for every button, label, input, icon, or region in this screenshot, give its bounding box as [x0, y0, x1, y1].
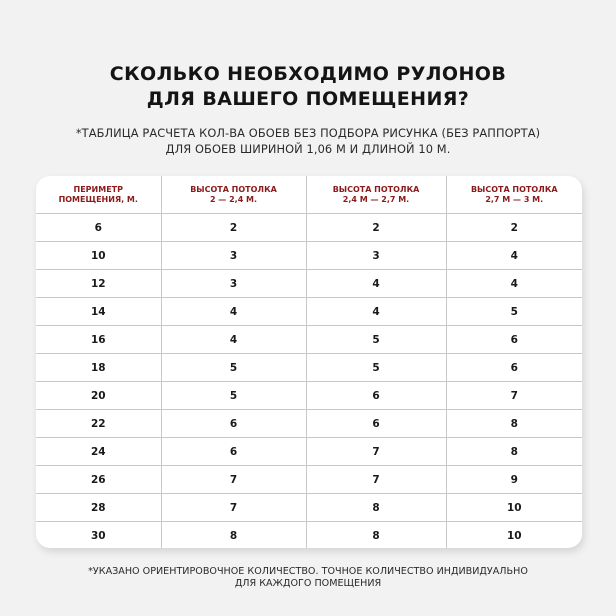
cell-perimeter: 22 — [36, 410, 161, 438]
header-height-2-4-2-7-line-1: ВЫСОТА ПОТОЛКА — [332, 184, 420, 194]
cell-rolls-high: 2 — [446, 214, 582, 242]
cell-rolls-low: 3 — [161, 242, 306, 270]
cell-rolls-high: 9 — [446, 466, 582, 494]
cell-rolls-high: 6 — [446, 326, 582, 354]
cell-perimeter: 28 — [36, 494, 161, 522]
cell-perimeter: 12 — [36, 270, 161, 298]
cell-rolls-mid: 8 — [306, 494, 446, 522]
cell-perimeter: 16 — [36, 326, 161, 354]
table-row — [36, 410, 582, 438]
header-height-2-7-3 — [446, 176, 582, 214]
rolls-table — [36, 176, 582, 548]
cell-rolls-low: 3 — [161, 270, 306, 298]
cell-rolls-mid: 7 — [306, 466, 446, 494]
header-height-2-2-4 — [161, 176, 306, 214]
cell-rolls-mid: 8 — [306, 522, 446, 549]
footnote-line-1: *УКАЗАНО ОРИЕНТИРОВОЧНОЕ КОЛИЧЕСТВО. ТОЧНОЕ КОЛИЧЕСТВО ИНДИВИДУАЛЬНО — [88, 566, 528, 577]
header-height-2-2-4-line-2: 2 — 2,4 М. — [209, 194, 258, 204]
table-row — [36, 522, 582, 549]
cell-rolls-low: 8 — [161, 522, 306, 549]
table-row — [36, 466, 582, 494]
footnote — [0, 566, 616, 590]
cell-rolls-high: 4 — [446, 242, 582, 270]
cell-rolls-low: 5 — [161, 382, 306, 410]
table-row — [36, 298, 582, 326]
header-perimeter — [36, 176, 161, 214]
table-row — [36, 354, 582, 382]
table-row — [36, 270, 582, 298]
header-height-2-4-2-7 — [306, 176, 446, 214]
cell-rolls-mid: 4 — [306, 270, 446, 298]
cell-perimeter: 26 — [36, 466, 161, 494]
footnote-line-2: ДЛЯ КАЖДОГО ПОМЕЩЕНИЯ — [234, 578, 382, 589]
subtitle-line-2: ДЛЯ ОБОЕВ ШИРИНОЙ 1,06 М И ДЛИНОЙ 10 М. — [165, 142, 451, 156]
cell-rolls-mid: 5 — [306, 326, 446, 354]
cell-rolls-high: 8 — [446, 438, 582, 466]
cell-rolls-high: 10 — [506, 529, 522, 542]
table-row — [36, 438, 582, 466]
table-row — [36, 382, 582, 410]
subtitle-line-1: *ТАБЛИЦА РАСЧЕТА КОЛ-ВА ОБОЕВ БЕЗ ПОДБОРА РИСУНКА (БЕЗ РАППОРТА) — [75, 126, 541, 140]
cell-perimeter: 24 — [36, 438, 161, 466]
cell-rolls-high: 8 — [446, 410, 582, 438]
page-title — [0, 62, 616, 112]
cell-perimeter: 18 — [36, 354, 161, 382]
cell-rolls-low: 4 — [161, 298, 306, 326]
cell-rolls-low: 6 — [161, 438, 306, 466]
header-height-2-7-3-line-1: ВЫСОТА ПОТОЛКА — [470, 184, 558, 194]
cell-rolls-low: 5 — [161, 354, 306, 382]
cell-rolls-low: 6 — [161, 410, 306, 438]
header-perimeter-line-1: ПЕРИМЕТР — [73, 184, 123, 194]
cell-rolls-mid: 4 — [306, 298, 446, 326]
cell-rolls-mid: 2 — [306, 214, 446, 242]
table-header-row — [36, 176, 582, 214]
cell-perimeter: 30 — [36, 522, 161, 549]
cell-rolls-mid: 5 — [306, 354, 446, 382]
table-row — [36, 214, 582, 242]
cell-rolls-high: 5 — [446, 298, 582, 326]
cell-rolls-mid: 7 — [306, 438, 446, 466]
cell-rolls-low: 7 — [161, 494, 306, 522]
cell-perimeter: 10 — [36, 242, 161, 270]
header-height-2-4-2-7-line-2: 2,4 М — 2,7 М. — [342, 194, 410, 204]
cell-rolls-high: 10 — [446, 494, 582, 522]
header-height-2-7-3-line-2: 2,7 М — 3 М. — [485, 194, 544, 204]
header-height-2-2-4-line-1: ВЫСОТА ПОТОЛКА — [190, 184, 277, 194]
cell-rolls-low: 2 — [161, 214, 306, 242]
cell-rolls-low: 4 — [161, 326, 306, 354]
cell-rolls-high: 6 — [446, 354, 582, 382]
title-line-1: СКОЛЬКО НЕОБХОДИМО РУЛОНОВ — [109, 63, 507, 85]
rolls-table-card — [36, 176, 582, 548]
cell-rolls-mid: 3 — [306, 242, 446, 270]
cell-perimeter: 6 — [36, 214, 161, 242]
cell-rolls-mid: 6 — [306, 410, 446, 438]
table-row — [36, 326, 582, 354]
table-row — [36, 242, 582, 270]
cell-rolls-high: 7 — [446, 382, 582, 410]
cell-rolls-mid: 6 — [306, 382, 446, 410]
title-line-2: ДЛЯ ВАШЕГО ПОМЕЩЕНИЯ? — [146, 88, 470, 110]
table-row — [36, 494, 582, 522]
subtitle — [0, 125, 616, 157]
cell-perimeter: 14 — [36, 298, 161, 326]
header-perimeter-line-2: ПОМЕЩЕНИЯ, М. — [58, 194, 138, 204]
cell-rolls-high: 4 — [446, 270, 582, 298]
cell-perimeter: 20 — [36, 382, 161, 410]
cell-rolls-low: 7 — [161, 466, 306, 494]
